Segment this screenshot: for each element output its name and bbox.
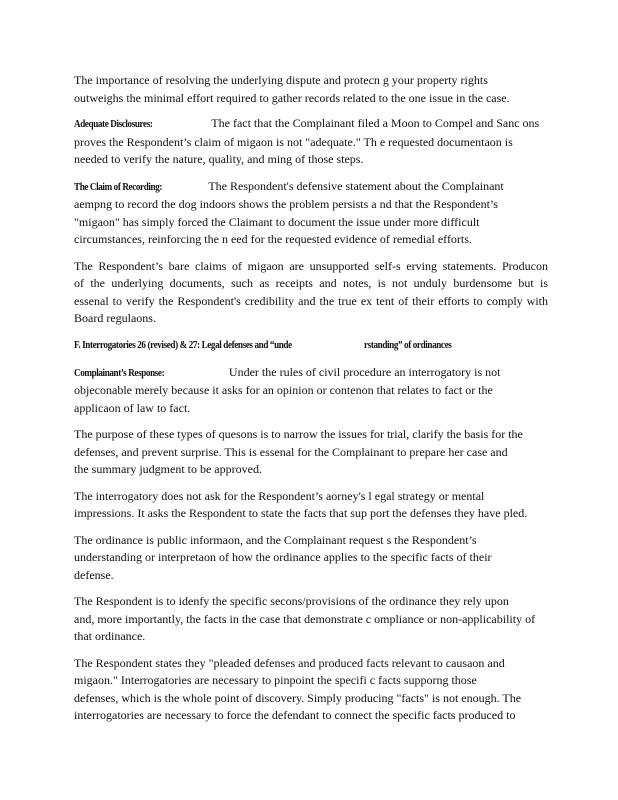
text-line: that ordinance. [74,629,146,643]
paragraph [74,72,548,107]
text-line: The Respondent's defensive statement about the Complainant [208,178,504,193]
text-line: The Respondent is to idenfy the specific secons/provisions of the ordinance they rely upon [74,594,509,608]
text-line: migaon." Interrogatories are necessary to pinpoint the specifi c facts supporng those [74,673,477,687]
text-line: and, more importantly, the facts in the case that demonstrate c ompliance or non-applicability of [74,611,536,626]
paragraph-claim-of-recording [74,178,548,249]
text-line: of the underlying documents, such as receipts and notes, is not unduly burdensome but is [74,276,548,290]
paragraph [74,593,548,646]
text-line: proves the Respondent’s claim of migaon is not "adequate." Th e requested documentaon is [74,134,513,149]
text-line: The Respondent’s bare claims of migaon are unsupported self-s erving statements. Producon [74,258,548,273]
text-line: The importance of resolving the underlying dispute and protecn g your property rights [74,73,488,87]
text-line: Board regulaons. [74,311,156,325]
text-line: understanding or interpretaon of how the ordinance applies to the specific facts of their [74,550,492,564]
text-line: objeconable merely because it asks for an opinion or contenon that relates to fact or the [74,383,493,397]
text-line: essenal to verify the Respondent's credibility and the true ex tent of their efforts to comply with [74,293,548,308]
text-line: interrogatories are necessary to force the defendant to connect the specific facts produced to [74,708,516,722]
text-line: "migaon" has simply forced the Claimant to document the issue under more difficult [74,214,480,229]
text-line: defense. [74,567,114,582]
section-heading-f: F. Interrogatories 26 (revised) & 27: Legal defenses and “unde rstanding” of ordinances [74,339,452,351]
paragraph-adequate-disclosures [74,115,548,169]
paragraph [74,488,548,523]
run-in-heading: The Claim of Recording: [74,181,163,193]
text-line: the summary judgment to be approved. [74,462,262,476]
run-in-heading: Complainant’s Response: [74,367,165,379]
document-body [74,72,548,734]
text-line: The ordinance is public informaon, and the Complainant request s the Respondent’s [74,532,477,547]
text-line: The interrogatory does not ask for the Respondent’s aorney's l egal strategy or mental [74,488,485,503]
paragraph-complainants-response [74,364,548,418]
text-line: The Respondent states they "pleaded defenses and produced facts relevant to causaon and [74,655,505,670]
text-line: The fact that the Complainant filed a Moon to Compel and Sanc ons [211,116,540,130]
paragraph [74,655,548,725]
text-line: defenses, which is the whole point of discovery. Simply producing "facts" is not enough. The [74,690,522,705]
text-line: outweighs the minimal effort required to gather records related to the one issue in the case. [74,90,510,105]
text-line: circumstances, reinforcing the n eed for the requested evidence of remedial efforts. [74,232,472,246]
text-line: The purpose of these types of quesons is to narrow the issues for trial, clarify the basis for the [74,427,523,441]
run-in-heading: Adequate Disclosures: [74,119,153,130]
text-line: defenses, and prevent surprise. This is essenal for the Complainant to prepare her case and [74,444,508,459]
text-line: aempng to record the dog indoors shows the problem persists a nd that the Respondent’s [74,197,498,211]
paragraph [74,258,548,328]
paragraph [74,532,548,585]
paragraph [74,426,548,479]
text-line: Under the rules of civil procedure an interrogatory is not [228,364,501,379]
text-line: applicaon of law to fact. [74,400,191,415]
text-line: needed to verify the nature, quality, and ming of those steps. [74,152,364,166]
text-line: impressions. It asks the Respondent to state the facts that sup port the defenses they have pled. [74,506,528,520]
